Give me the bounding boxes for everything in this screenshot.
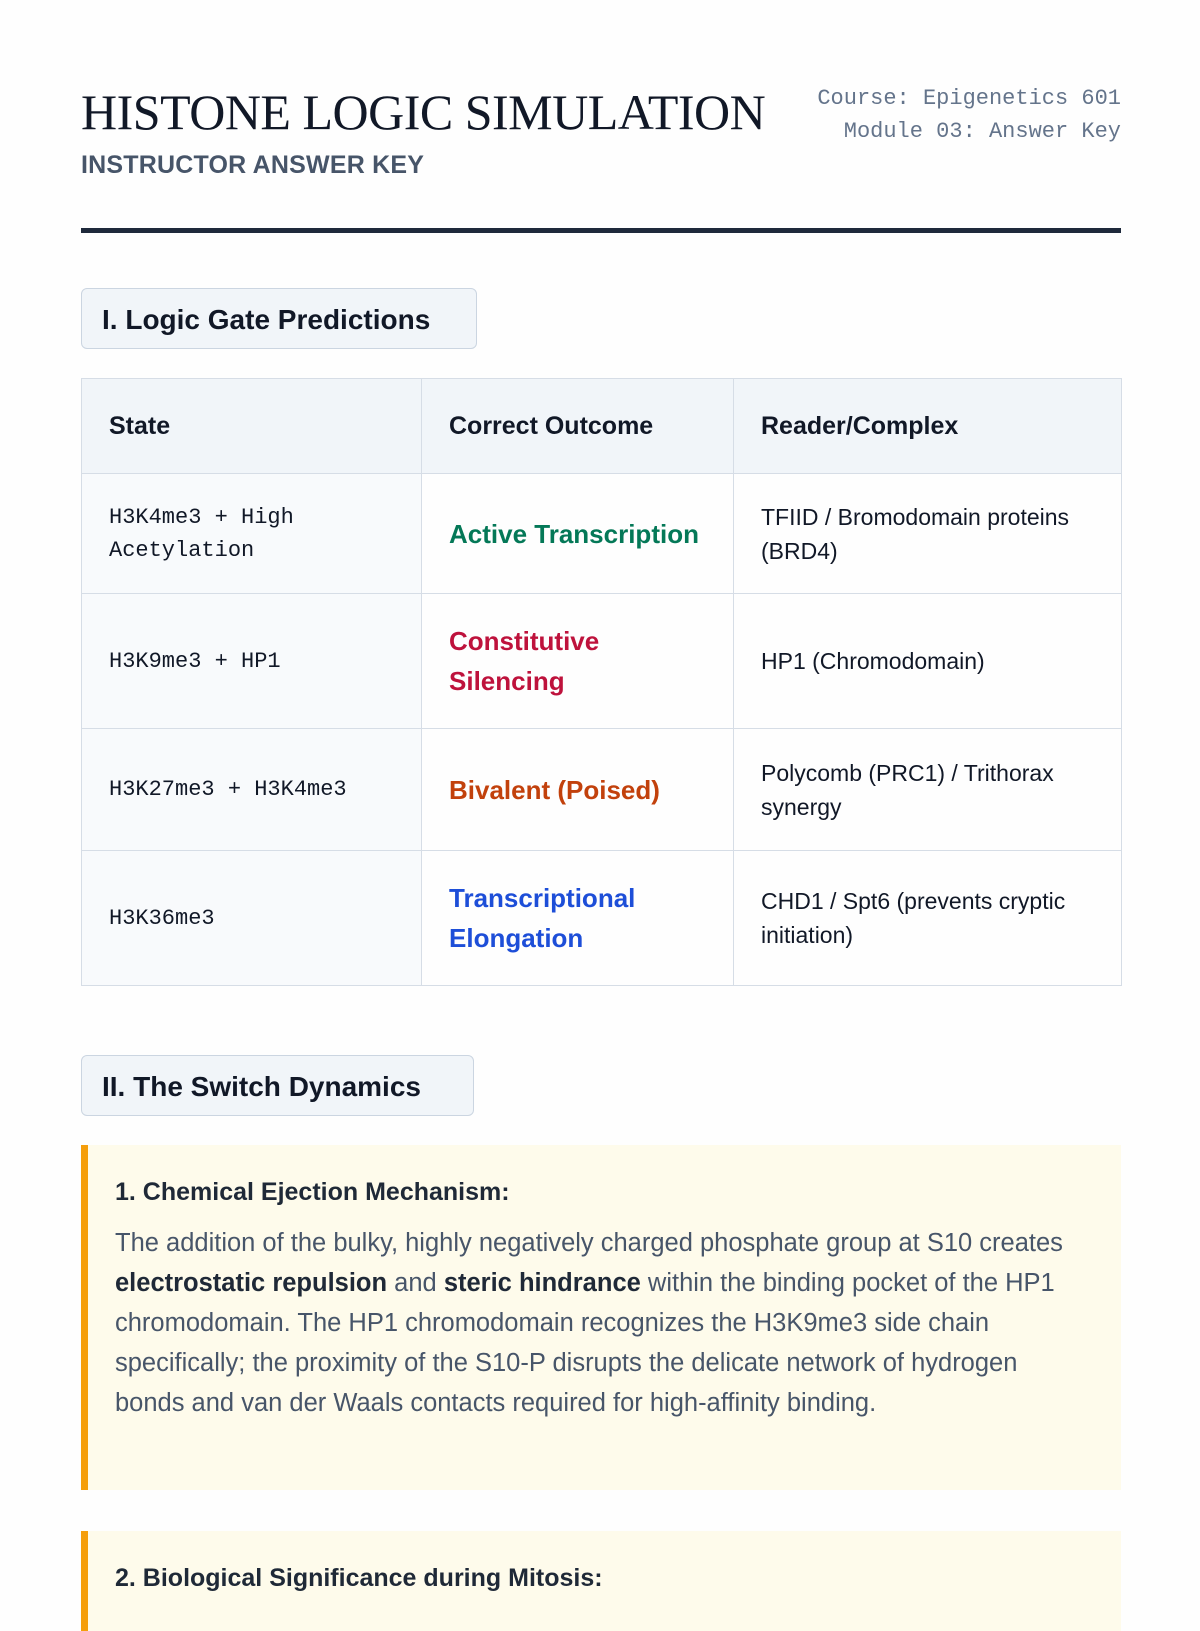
outcome-cell: Constitutive Silencing (422, 594, 734, 729)
outcome-cell: Transcriptional Elongation (422, 851, 734, 986)
body-text: within the binding pocket of the HP1 chromodomain. The HP1 chromodomain recognizes the H3K9me3 side chain specifically; the proximity of the S10-P disrupts the delicate network of hydrogen bonds and van der Waals contacts required for high-affinity binding. (115, 1269, 1055, 1417)
table-row (82, 594, 1122, 729)
callout-ejection-mechanism (81, 1145, 1121, 1490)
course-label: Course: Epigenetics 601 (817, 86, 1121, 111)
reader-cell: Polycomb (PRC1) / Trithorax synergy (734, 729, 1122, 851)
column-header-state: State (82, 379, 422, 474)
column-header-reader: Reader/Complex (734, 379, 1122, 474)
answer-key-page (81, 0, 1121, 1592)
state-cell: H3K36me3 (82, 851, 422, 986)
section-heading-logic-gates: I. Logic Gate Predictions (81, 288, 477, 349)
callout-title: 2. Biological Significance during Mitosis: (115, 1564, 603, 1592)
outcome-cell: Active Transcription (422, 474, 734, 594)
logic-gate-table (81, 378, 1122, 986)
page-subtitle: INSTRUCTOR ANSWER KEY (81, 151, 425, 179)
callout-title: 1. Chemical Ejection Mechanism: (115, 1178, 510, 1206)
course-meta (817, 82, 1121, 148)
emphasis-term: steric hindrance (443, 1269, 641, 1297)
reader-cell: HP1 (Chromodomain) (734, 594, 1122, 729)
reader-cell: TFIID / Bromodomain proteins (BRD4) (734, 474, 1122, 594)
state-cell: H3K9me3 + HP1 (82, 594, 422, 729)
emphasis-term: electrostatic repulsion (115, 1269, 388, 1297)
outcome-cell: Bivalent (Poised) (422, 729, 734, 851)
table-row (82, 851, 1122, 986)
table-row (82, 474, 1122, 594)
callout-mitosis-significance (81, 1531, 1121, 1631)
callout-body (115, 1223, 1091, 1423)
section-heading-switch-dynamics: II. The Switch Dynamics (81, 1055, 474, 1116)
table-row (82, 729, 1122, 851)
module-label: Module 03: Answer Key (843, 119, 1121, 144)
state-cell: H3K4me3 + High Acetylation (82, 474, 422, 594)
state-cell: H3K27me3 + H3K4me3 (82, 729, 422, 851)
page-title: HISTONE LOGIC SIMULATION (81, 84, 766, 140)
header-divider (81, 228, 1121, 233)
page-header (81, 0, 1121, 234)
column-header-outcome: Correct Outcome (422, 379, 734, 474)
reader-cell: CHD1 / Spt6 (prevents cryptic initiation) (734, 851, 1122, 986)
body-text: The addition of the bulky, highly negatively charged phosphate group at S10 creates (115, 1229, 1063, 1257)
table-header-row (82, 379, 1122, 474)
body-text: and (387, 1269, 444, 1297)
